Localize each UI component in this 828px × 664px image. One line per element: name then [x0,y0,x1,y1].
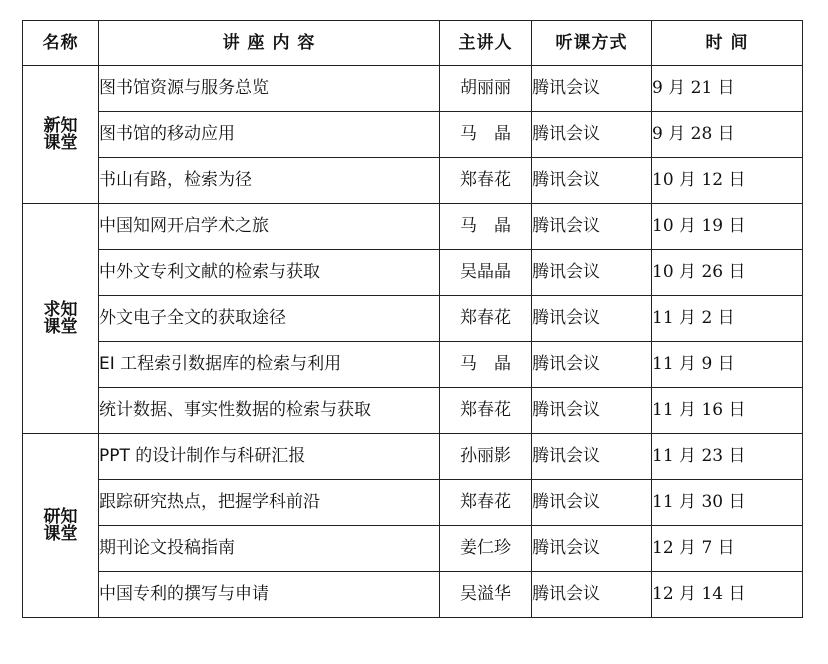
lecture-topic: 期刊论文投稿指南 [99,526,440,572]
lecture-mode: 腾讯会议 [532,480,652,526]
header-speaker: 主讲人 [440,21,532,66]
table-header [23,21,803,66]
group-label [23,434,99,618]
group-label-line1: 研知 [43,506,78,527]
table-row [23,158,803,204]
group-label [23,66,99,204]
header-row [23,21,803,66]
header-topic: 讲 座 内 容 [99,21,440,66]
table-row [23,388,803,434]
lecture-topic: 图书馆资源与服务总览 [99,66,440,112]
lecture-topic: 外文电子全文的获取途径 [99,296,440,342]
lecture-speaker: 郑春花 [440,388,532,434]
table-row [23,572,803,618]
lecture-mode: 腾讯会议 [532,66,652,112]
lecture-mode: 腾讯会议 [532,250,652,296]
lecture-time: 11 月 16 日 [652,388,803,434]
table-row [23,526,803,572]
lecture-speaker: 郑春花 [440,296,532,342]
lecture-time: 11 月 23 日 [652,434,803,480]
table-row [23,296,803,342]
header-time: 时 间 [652,21,803,66]
group-label-line2: 课堂 [43,132,78,153]
table-row [23,342,803,388]
lecture-speaker: 孙丽影 [440,434,532,480]
table-row [23,250,803,296]
table-row [23,204,803,250]
lecture-mode: 腾讯会议 [532,388,652,434]
lecture-mode: 腾讯会议 [532,434,652,480]
lecture-time: 11 月 9 日 [652,342,803,388]
lecture-speaker: 胡丽丽 [440,66,532,112]
lecture-speaker: 郑春花 [440,480,532,526]
lecture-speaker: 马 晶 [440,342,532,388]
lecture-time: 9 月 21 日 [652,66,803,112]
lecture-time: 12 月 7 日 [652,526,803,572]
lecture-mode: 腾讯会议 [532,572,652,618]
lecture-mode: 腾讯会议 [532,158,652,204]
lecture-topic: 中外文专利文献的检索与获取 [99,250,440,296]
lecture-time: 10 月 19 日 [652,204,803,250]
lecture-mode: 腾讯会议 [532,342,652,388]
lecture-time: 11 月 2 日 [652,296,803,342]
lecture-topic: 跟踪研究热点，把握学科前沿 [99,480,440,526]
lecture-time: 10 月 26 日 [652,250,803,296]
lecture-speaker: 马 晶 [440,204,532,250]
lecture-mode: 腾讯会议 [532,204,652,250]
lecture-mode: 腾讯会议 [532,112,652,158]
header-name: 名称 [23,21,99,66]
lecture-speaker: 吴晶晶 [440,250,532,296]
group-label-line2: 课堂 [43,316,78,337]
lecture-speaker: 马 晶 [440,112,532,158]
group-label-line1: 求知 [43,299,78,320]
table-row [23,66,803,112]
table-row [23,112,803,158]
lecture-topic: 图书馆的移动应用 [99,112,440,158]
lecture-time: 9 月 28 日 [652,112,803,158]
lecture-time: 11 月 30 日 [652,480,803,526]
lecture-time: 10 月 12 日 [652,158,803,204]
lecture-speaker: 姜仁珍 [440,526,532,572]
group-label-line1: 新知 [43,115,78,136]
header-mode: 听课方式 [532,21,652,66]
lecture-mode: 腾讯会议 [532,296,652,342]
lecture-topic: PPT 的设计制作与科研汇报 [99,434,440,480]
lecture-speaker: 郑春花 [440,158,532,204]
lecture-topic: 中国知网开启学术之旅 [99,204,440,250]
lecture-time: 12 月 14 日 [652,572,803,618]
table-row [23,434,803,480]
lecture-topic: 统计数据、事实性数据的检索与获取 [99,388,440,434]
table-row [23,480,803,526]
group-label [23,204,99,434]
group-label-line2: 课堂 [43,523,78,544]
table-body [23,66,803,618]
lecture-mode: 腾讯会议 [532,526,652,572]
lecture-topic: EI 工程索引数据库的检索与利用 [99,342,440,388]
lecture-topic: 书山有路，检索为径 [99,158,440,204]
lecture-schedule-table [22,20,803,618]
lecture-speaker: 吴溢华 [440,572,532,618]
lecture-topic: 中国专利的撰写与申请 [99,572,440,618]
